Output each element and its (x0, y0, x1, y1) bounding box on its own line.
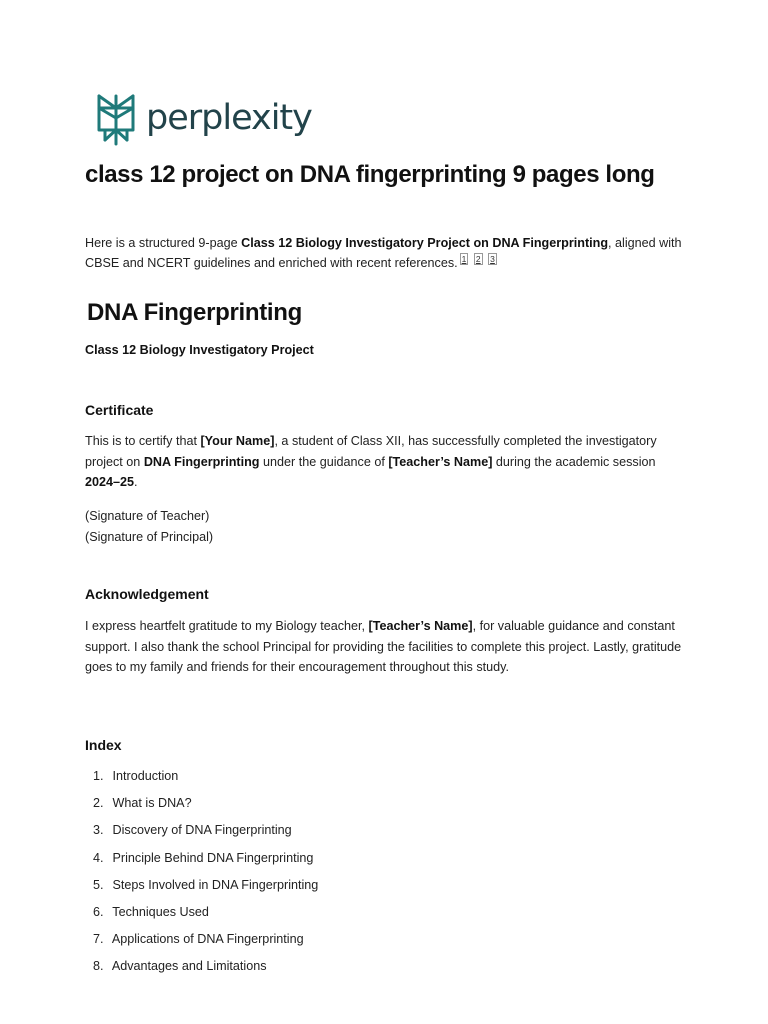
index-label: Introduction (112, 769, 179, 783)
list-item (93, 766, 318, 793)
list-item (93, 875, 318, 902)
certificate-text-4: during the academic session (492, 454, 656, 469)
intro-text-2: , aligned with CBSE and NCERT guidelines and enriched with recent references. (85, 236, 682, 270)
certificate-paragraph (85, 431, 685, 493)
citation-link-2[interactable]: 2 (475, 253, 481, 264)
index-label: Steps Involved in DNA Fingerprinting (112, 877, 319, 892)
intro-project-name: Class 12 Biology Investigatory Project on DNA Fingerprinting (241, 236, 609, 250)
index-number: 5. (93, 877, 104, 892)
index-heading: Index (85, 737, 122, 753)
list-item (93, 902, 318, 929)
index-number: 6. (93, 904, 104, 919)
document-title: DNA Fingerprinting (87, 299, 303, 326)
intro-text-1: Here is a structured 9-page (85, 236, 242, 250)
index-number: 1. (93, 769, 104, 783)
acknowledgement-text-2: , for valuable guidance and constant support. I also thank the school Principal for providing the facilities to complete this project. Lastly, gratitude goes to my family and friends for their encouragement throughout this study. (85, 619, 682, 674)
acknowledgement-text-1: I express heartfelt gratitude to my Biology teacher, (85, 619, 369, 633)
perplexity-logo (95, 94, 312, 146)
certificate-text-1: This is to certify that (85, 434, 201, 448)
list-item (93, 929, 318, 956)
citation-link-3[interactable]: 3 (490, 253, 495, 264)
citation-link-1[interactable]: 1 (461, 253, 467, 264)
index-label: Applications of DNA Fingerprinting (111, 932, 304, 947)
list-item (93, 793, 318, 820)
index-label: Discovery of DNA Fingerprinting (112, 823, 292, 838)
certificate-topic: DNA Fingerprinting (143, 454, 260, 469)
certificate-heading: Certificate (85, 402, 154, 418)
acknowledgement-teacher-name: [Teacher’s Name] (368, 619, 473, 633)
index-number: 2. (93, 796, 104, 811)
signature-teacher: (Signature of Teacher) (85, 509, 210, 523)
perplexity-wordmark: perplexity (146, 97, 312, 138)
acknowledgement-heading: Acknowledgement (85, 586, 209, 602)
intro-paragraph (85, 233, 685, 273)
query-title: class 12 project on DNA fingerprinting 9 pages long (85, 161, 655, 188)
document-subtitle: Class 12 Biology Investigatory Project (85, 343, 314, 357)
list-item (93, 956, 318, 983)
certificate-text-2: , a student of Class XII, has successfully completed the investigatory project on (85, 434, 657, 469)
certificate-student-name: [Your Name] (200, 434, 275, 448)
signature-principal: (Signature of Principal) (85, 530, 214, 544)
list-item (93, 820, 318, 847)
index-label: Advantages and Limitations (111, 959, 267, 974)
index-number: 8. (93, 959, 104, 974)
index-label: Principle Behind DNA Fingerprinting (112, 850, 314, 865)
index-list (93, 766, 318, 984)
certificate-text-5: . (134, 475, 138, 489)
certificate-text-3: under the guidance of (259, 454, 389, 469)
index-number: 4. (93, 850, 104, 865)
index-number: 7. (93, 932, 104, 947)
acknowledgement-paragraph (85, 616, 685, 678)
list-item (93, 848, 318, 875)
certificate-teacher-name: [Teacher’s Name] (388, 454, 493, 469)
index-label: What is DNA? (112, 796, 192, 811)
index-label: Techniques Used (112, 904, 209, 919)
certificate-session: 2024–25 (85, 475, 135, 489)
index-number: 3. (93, 823, 104, 838)
perplexity-logo-icon (95, 94, 137, 146)
